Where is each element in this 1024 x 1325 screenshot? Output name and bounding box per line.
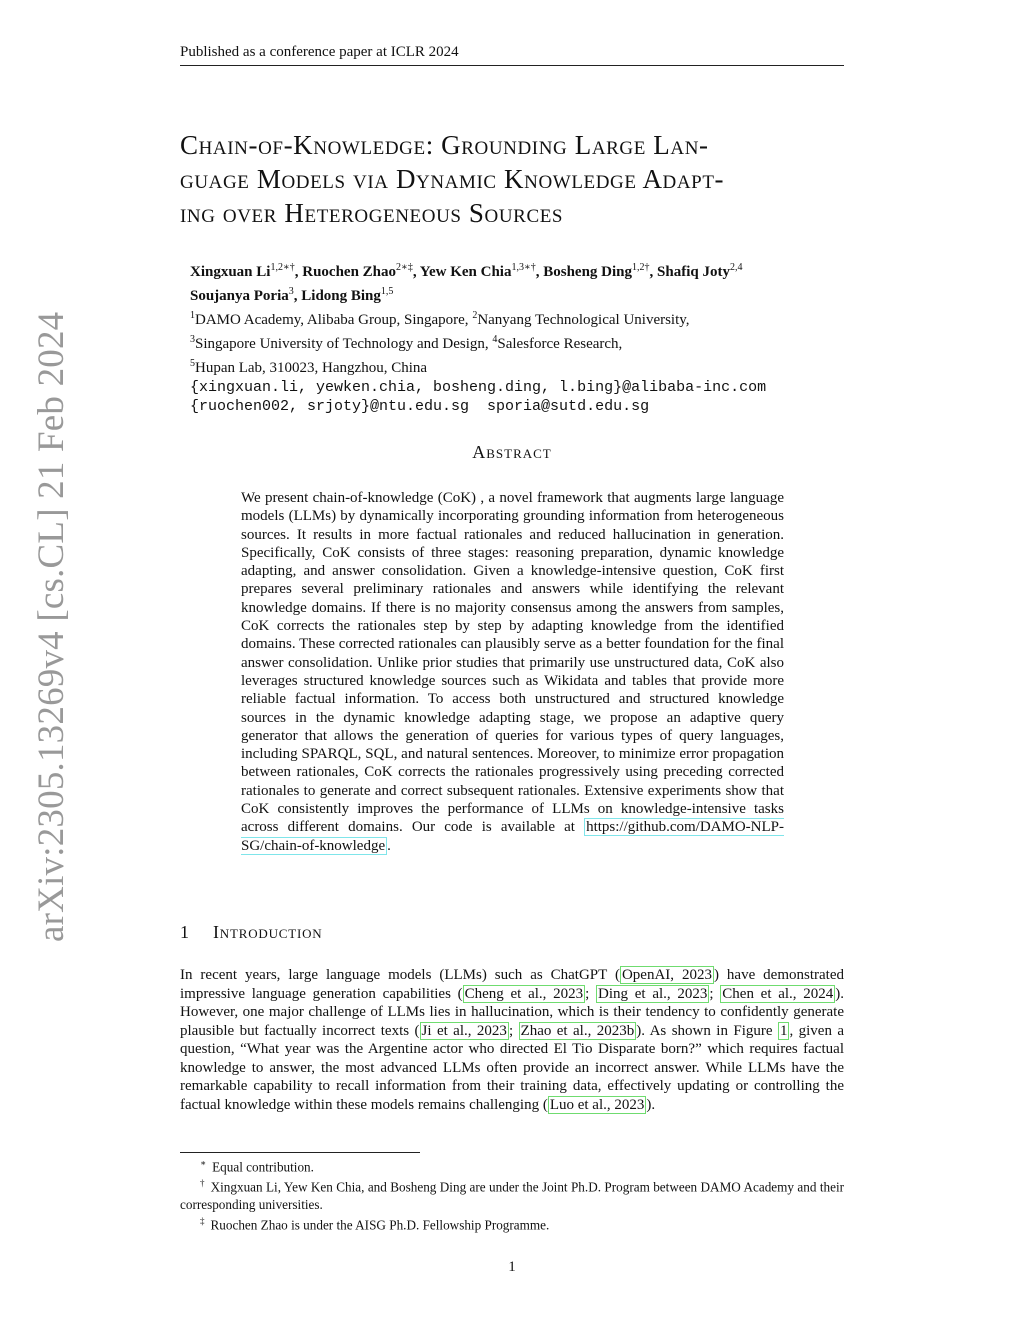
code-link[interactable]: https://github.com/DAMO-NLP-SG/chain-of-knowledge	[241, 819, 784, 854]
author-sup: 1,2∗†	[270, 262, 295, 273]
introduction-paragraph: In recent years, large language models (LLMs) such as ChatGPT ( OpenAI, 2023 ) have demonstrated impressive language generation capabilities ( Cheng et al., 2023 ; Ding et al., 2023 ; Chen et al., 2024 ). However, one major challenge of LLMs lies in hallucination, which is their tendency to confidently generate plausible but factually incorrect texts ( Ji et al., 2023 ; Zhao et al., 2023b ). As shown in Figure 1 , given a question, “What year was the Argentine actor who directed El Tio Disparate born?” which requires factual knowledge to answer, the most advanced LLMs often provide an incorrect answer. While LLMs have the remarkable capability to recall information from their training data, effectively updating or controlling the factual knowledge within these models remains challenging ( Luo et al., 2023 ).	[180, 967, 845, 1113]
title-line-3: ing over Heterogeneous Sources	[180, 198, 564, 228]
author-name: Yew Ken Chia	[419, 264, 512, 280]
footnote-3: ‡ Ruochen Zhao is under the AISG Ph.D. Fellowship Programme.	[200, 1215, 550, 1233]
footnote-1: ∗ Equal contribution.	[200, 1158, 314, 1175]
section-heading-introduction	[180, 922, 322, 943]
affiliation-line-3: $^5$Hupan Lab, 310023, Hangzhou, China	[190, 358, 428, 376]
author-sup: 2,4	[729, 262, 743, 273]
abstract-text: We present chain-of-knowledge (CoK) , a novel framework that augments large language models (LLMs) by dynamically incorporating grounding information from heterogeneous sources. It results in more factual rationales and reduced hallucination in generation. Specifically, CoK consists of three stages: reasoning preparation, dynamic knowledge adapting, and answer consolidation. Given a knowledge-intensive question, CoK first prepares several preliminary rationales and answers while identifying the relevant knowledge domains. If there is no majority consensus among the answers from samples, CoK corrects the rationales step by step by adapting knowledge from the identified domains. These corrected rationales can plausibly serve as a better foundation for the final answer consolidation. Unlike prior studies that primarily use unstructured data, CoK also leverages structured knowledge sources such as Wikidata and tables that provide more reliable factual information. To access both unstructured and structured knowledge sources in the dynamic knowledge adapting stage, we propose an adaptive query generator that allows the generation of queries for various types of query languages, including SPARQL, SQL, and natural sentences. Moreover, to minimize error propagation between rationales, CoK corrects the rationales progressively using preceding corrected rationales to generate and correct subsequent rationales. Extensive experiments show that CoK consistently improves the performance of LLMs on knowledge-intensive tasks across different domains. Our code is available at	[241, 490, 784, 836]
section-number: 1	[180, 922, 190, 942]
author-sup: 1,5	[380, 286, 394, 297]
footnote-rule	[180, 1152, 420, 1153]
figure-link[interactable]: 1	[779, 1022, 788, 1039]
affiliation-line-2: $^3$Singapore University of Technology and Design, $^4$Salesforce Research,	[190, 334, 623, 352]
author-sup: 2∗‡	[396, 262, 413, 273]
author-line-2: Soujanya Poria$^3$, Lidong Bing$^{1,5}$	[190, 286, 394, 304]
author-sup: 3	[288, 286, 294, 297]
author-name: Shafiq Joty	[657, 264, 730, 280]
affiliation-line-1: $^1$DAMO Academy, Alibaba Group, Singapore, $^2$Nanyang Technological University,	[190, 310, 690, 328]
section-title: Introduction	[213, 922, 323, 942]
email-line-1: {xingxuan.li, yewken.chia, bosheng.ding, l.bing}@alibaba-inc.com	[190, 379, 767, 396]
email-line-2: {ruochen002, srjoty}@ntu.edu.sg sporia@sutd.edu.sg	[190, 398, 650, 415]
author-sup: 1,2†	[632, 262, 650, 273]
running-head: Published as a conference paper at ICLR 2024	[180, 44, 459, 60]
footnote-2: † Xingxuan Li, Yew Ken Chia, and Bosheng Ding are under the Joint Ph.D. Program between DAMO Academy and their corresponding universities.	[180, 1178, 844, 1212]
abstract-body: We present chain-of-knowledge (CoK) , a novel framework that augments large language models (LLMs) by dynamically incorporating grounding information from heterogeneous sources. It results in more factual rationales and reduced hallucination in generation. Specifically, CoK consists of three stages: reasoning preparation, dynamic knowledge adapting, and answer consolidation. Given a knowledge-intensive question, CoK first prepares several preliminary rationales and answers while identifying the relevant knowledge domains. If there is no majority consensus among the answers from samples, CoK corrects the rationales step by step by adapting knowledge from the identified domains. These corrected rationales can plausibly serve as a better foundation for the final answer consolidation. Unlike prior studies that primarily use unstructured data, CoK also leverages structured knowledge sources such as Wikidata and tables that provide more reliable factual information. To access both unstructured and structured knowledge sources in the dynamic knowledge adapting stage, we propose an adaptive query generator that allows the generation of queries for various types of query languages, including SPARQL, SQL, and natural sentences. Moreover, to minimize error propagation between rationales, CoK corrects the rationales progressively using preceding corrected rationales to generate and correct subsequent rationales. Extensive experiments show that CoK consistently improves the performance of LLMs on knowledge-intensive tasks across different domains. Our code is available at https://github.com/DAMO-NLP-SG/chain-of-knowledge .	[241, 490, 784, 854]
author-line-1: Xingxuan $Li^{1,2∗\dagger}$, Ruochen Zhao$^{2∗\ddagger}$, Yew Ken Chia$^{1,3∗\dagger}$, Bosheng Ding$^{1,2\dagger}$, Shafiq Joty$^{2,4}$	[190, 262, 743, 280]
citation-link[interactable]: Zhao et al., 2023b	[520, 1022, 635, 1039]
abstract-heading: Abstract	[472, 442, 552, 462]
citation-link[interactable]: Chen et al., 2024	[722, 985, 834, 1002]
paper-title	[180, 128, 850, 230]
citation-link[interactable]: Ji et al., 2023	[421, 1022, 507, 1039]
author-name: Lidong Bing	[301, 288, 381, 304]
title-line-2: guage Models via Dynamic Knowledge Adapt-	[180, 164, 725, 194]
page-number: 1	[508, 1259, 516, 1275]
citation-link[interactable]: OpenAI, 2023	[621, 967, 712, 983]
author-block	[190, 258, 766, 416]
arxiv-stamp: arXiv:2305.13269v4 [cs.CL] 21 Feb 2024	[31, 311, 72, 942]
footnotes	[180, 1155, 844, 1233]
citation-link[interactable]: Cheng et al., 2023	[464, 985, 584, 1002]
author-name: Bosheng Ding	[543, 264, 633, 280]
citation-link[interactable]: Luo et al., 2023	[549, 1096, 645, 1113]
citation-link[interactable]: Ding et al., 2023	[598, 985, 708, 1002]
header-rule	[180, 65, 844, 66]
title-line-1: Chain-of-Knowledge: Grounding Large Lan-	[180, 130, 709, 160]
author-name: Ruochen Zhao	[302, 264, 397, 280]
author-name: Soujanya Poria	[190, 288, 289, 304]
author-name: Xingxuan Li	[190, 264, 271, 280]
author-sup: 1,3∗†	[511, 262, 536, 273]
